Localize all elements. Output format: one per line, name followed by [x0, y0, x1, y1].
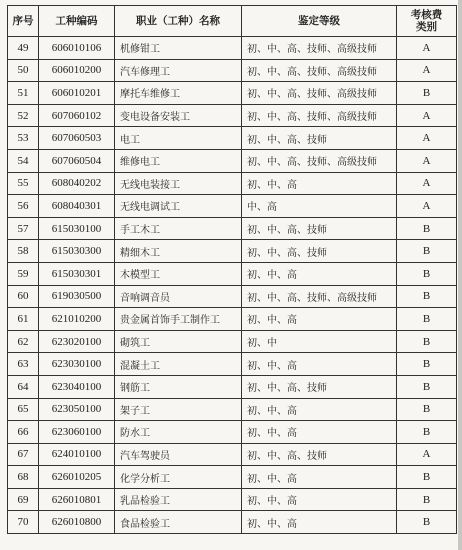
cell-level: 初、中、高、技师 — [242, 443, 397, 466]
cell-name: 维修电工 — [115, 149, 242, 172]
cell-code: 623020100 — [39, 330, 115, 353]
cell-fee: A — [397, 195, 457, 218]
cell-level: 初、中、高 — [242, 353, 397, 376]
cell-seq: 64 — [8, 375, 39, 398]
cell-fee: B — [397, 511, 457, 534]
cell-level: 中、高 — [242, 195, 397, 218]
cell-name: 音响调音员 — [115, 285, 242, 308]
table-row — [8, 398, 457, 421]
cell-level: 初、中、高、技师 — [242, 375, 397, 398]
cell-level: 初、中、高 — [242, 488, 397, 511]
header-fee-top: 考核费 — [410, 9, 443, 21]
cell-name: 汽车驾驶员 — [115, 443, 242, 466]
document-page — [7, 5, 456, 534]
cell-fee: A — [397, 37, 457, 60]
cell-level: 初、中、高、技师、高级技师 — [242, 149, 397, 172]
header-seq: 序号 — [8, 6, 39, 37]
cell-name: 砌筑工 — [115, 330, 242, 353]
cell-fee: B — [397, 262, 457, 285]
cell-name: 精细木工 — [115, 240, 242, 263]
cell-name: 食品检验工 — [115, 511, 242, 534]
cell-level: 初、中、高、技师 — [242, 217, 397, 240]
cell-level: 初、中、高 — [242, 262, 397, 285]
table-row — [8, 37, 457, 60]
cell-fee: B — [397, 217, 457, 240]
cell-code: 621010200 — [39, 308, 115, 331]
cell-seq: 56 — [8, 195, 39, 218]
cell-seq: 58 — [8, 240, 39, 263]
cell-seq: 70 — [8, 511, 39, 534]
cell-level: 初、中、高 — [242, 308, 397, 331]
cell-fee: B — [397, 488, 457, 511]
table-row — [8, 466, 457, 489]
cell-code: 626010801 — [39, 488, 115, 511]
cell-seq: 51 — [8, 82, 39, 105]
cell-code: 607060503 — [39, 127, 115, 150]
cell-code: 624010100 — [39, 443, 115, 466]
table-row — [8, 262, 457, 285]
cell-code: 615030301 — [39, 262, 115, 285]
cell-fee: B — [397, 285, 457, 308]
cell-name: 架子工 — [115, 398, 242, 421]
cell-code: 607060102 — [39, 104, 115, 127]
cell-seq: 57 — [8, 217, 39, 240]
cell-seq: 61 — [8, 308, 39, 331]
cell-fee: B — [397, 353, 457, 376]
table-row — [8, 308, 457, 331]
table-row — [8, 104, 457, 127]
cell-name: 贵金属首饰手工制作工 — [115, 308, 242, 331]
cell-name: 变电设备安装工 — [115, 104, 242, 127]
cell-seq: 66 — [8, 421, 39, 444]
table-row — [8, 59, 457, 82]
cell-fee: B — [397, 421, 457, 444]
occupation-table — [7, 5, 457, 534]
cell-name: 无线电装接工 — [115, 172, 242, 195]
cell-seq: 63 — [8, 353, 39, 376]
cell-level: 初、中、高、技师 — [242, 127, 397, 150]
table-row — [8, 149, 457, 172]
cell-code: 626010800 — [39, 511, 115, 534]
cell-name: 木模型工 — [115, 262, 242, 285]
table-row — [8, 511, 457, 534]
cell-name: 电工 — [115, 127, 242, 150]
cell-level: 初、中、高 — [242, 421, 397, 444]
cell-level: 初、中、高、技师、高级技师 — [242, 285, 397, 308]
cell-seq: 50 — [8, 59, 39, 82]
cell-level: 初、中、高、技师、高级技师 — [242, 59, 397, 82]
cell-code: 623040100 — [39, 375, 115, 398]
cell-seq: 67 — [8, 443, 39, 466]
table-row — [8, 421, 457, 444]
cell-fee: B — [397, 466, 457, 489]
cell-name: 防水工 — [115, 421, 242, 444]
cell-name: 化学分析工 — [115, 466, 242, 489]
cell-seq: 55 — [8, 172, 39, 195]
table-row — [8, 195, 457, 218]
cell-fee: A — [397, 172, 457, 195]
cell-seq: 62 — [8, 330, 39, 353]
table-row — [8, 82, 457, 105]
cell-fee: A — [397, 127, 457, 150]
cell-level: 初、中、高、技师、高级技师 — [242, 82, 397, 105]
cell-code: 619030500 — [39, 285, 115, 308]
table-row — [8, 240, 457, 263]
cell-fee: B — [397, 330, 457, 353]
page-edge — [458, 0, 462, 550]
cell-name: 机修钳工 — [115, 37, 242, 60]
cell-level: 初、中、高 — [242, 511, 397, 534]
cell-level: 初、中 — [242, 330, 397, 353]
header-name: 职业（工种）名称 — [115, 6, 242, 37]
cell-level: 初、中、高 — [242, 172, 397, 195]
table-row — [8, 172, 457, 195]
cell-seq: 69 — [8, 488, 39, 511]
cell-seq: 49 — [8, 37, 39, 60]
table-row — [8, 488, 457, 511]
header-fee-bottom: 类别 — [416, 21, 437, 33]
cell-seq: 60 — [8, 285, 39, 308]
header-code: 工种编码 — [39, 6, 115, 37]
cell-name: 钢筋工 — [115, 375, 242, 398]
cell-name: 混凝土工 — [115, 353, 242, 376]
cell-fee: B — [397, 240, 457, 263]
cell-fee: A — [397, 104, 457, 127]
table-row — [8, 443, 457, 466]
cell-level: 初、中、高 — [242, 466, 397, 489]
cell-name: 汽车修理工 — [115, 59, 242, 82]
cell-seq: 65 — [8, 398, 39, 421]
cell-fee: B — [397, 398, 457, 421]
cell-seq: 53 — [8, 127, 39, 150]
cell-level: 初、中、高、技师、高级技师 — [242, 104, 397, 127]
table-row — [8, 217, 457, 240]
cell-seq: 68 — [8, 466, 39, 489]
cell-fee: B — [397, 375, 457, 398]
cell-fee: B — [397, 82, 457, 105]
cell-code: 608040301 — [39, 195, 115, 218]
cell-seq: 52 — [8, 104, 39, 127]
cell-code: 626010205 — [39, 466, 115, 489]
cell-name: 手工木工 — [115, 217, 242, 240]
table-header-row — [8, 6, 457, 37]
cell-name: 摩托车维修工 — [115, 82, 242, 105]
cell-code: 623030100 — [39, 353, 115, 376]
cell-code: 623060100 — [39, 421, 115, 444]
cell-level: 初、中、高、技师、高级技师 — [242, 37, 397, 60]
cell-code: 606010106 — [39, 37, 115, 60]
table-row — [8, 353, 457, 376]
cell-seq: 54 — [8, 149, 39, 172]
table-row — [8, 127, 457, 150]
cell-code: 607060504 — [39, 149, 115, 172]
cell-fee: A — [397, 443, 457, 466]
cell-code: 615030100 — [39, 217, 115, 240]
cell-fee: B — [397, 308, 457, 331]
cell-seq: 59 — [8, 262, 39, 285]
table-row — [8, 375, 457, 398]
cell-code: 606010200 — [39, 59, 115, 82]
cell-code: 615030300 — [39, 240, 115, 263]
cell-code: 608040202 — [39, 172, 115, 195]
cell-name: 乳品检验工 — [115, 488, 242, 511]
table-row — [8, 330, 457, 353]
cell-code: 623050100 — [39, 398, 115, 421]
header-fee-category — [397, 6, 457, 37]
cell-fee: A — [397, 149, 457, 172]
table-row — [8, 285, 457, 308]
header-level: 鉴定等级 — [242, 6, 397, 37]
cell-fee: A — [397, 59, 457, 82]
cell-level: 初、中、高、技师 — [242, 240, 397, 263]
cell-name: 无线电调试工 — [115, 195, 242, 218]
cell-level: 初、中、高 — [242, 398, 397, 421]
cell-code: 606010201 — [39, 82, 115, 105]
